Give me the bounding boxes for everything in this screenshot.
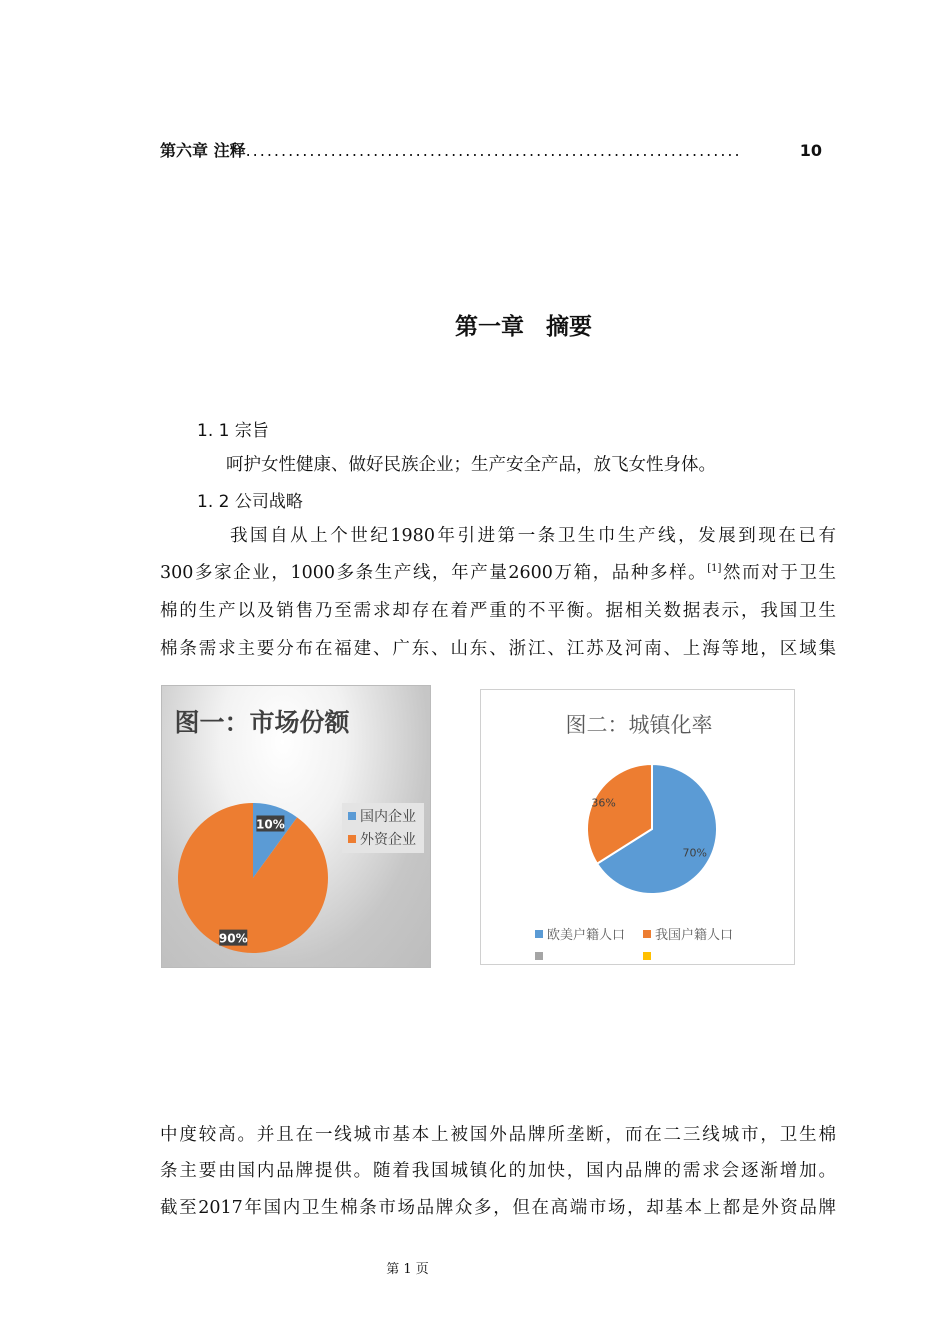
data-label: 36% [591,796,616,810]
pie-slice [178,803,328,953]
line-text: 300多家企业，1000多条生产线，年产量2600万箱，品种多样。 [160,563,708,583]
pie-chart-2 [481,690,796,966]
paragraph-line: 中度较高。并且在一线城市基本上被国外品牌所垄断，而在二三线城市，卫生棉 [160,1125,836,1145]
data-label: 70% [682,846,707,860]
page-number: 第 1 页 [386,1262,429,1277]
toc-entry[interactable] [160,138,822,161]
legend-label: 我国户籍人口 [655,928,734,943]
legend-label: 国内企业 [360,809,416,825]
section-text: 呵护女性健康、做好民族企业；生产安全产品，放飞女性身体。 [226,455,716,475]
toc-leader: ...................................................................... [245,141,742,160]
pie-chart-1 [162,686,432,969]
paragraph-line: 我国自从上个世纪1980年引进第一条卫生巾生产线，发展到现在已有 [230,526,836,546]
citation[interactable]: [1] [707,563,722,575]
paragraph-line: 棉的生产以及销售乃至需求却存在着严重的不平衡。据相关数据表示，我国卫生 [160,601,836,621]
data-label: 90% [218,931,248,946]
paragraph-line: 截至2017年国内卫生棉条市场品牌众多，但在高端市场，却基本上都是外资品牌 [160,1198,836,1218]
legend-swatch [643,952,651,960]
paragraph-line: 棉条需求主要分布在福建、广东、山东、浙江、江苏及河南、上海等地，区域集 [160,639,836,659]
toc-label: 第六章 注释 [160,141,246,160]
chart-urbanization [480,689,795,965]
section-heading: 1. 1 宗旨 [197,421,269,441]
legend-swatch [535,930,543,938]
chart-title: 图一：市场份额 [174,708,350,737]
legend-swatch [643,930,651,938]
legend-swatch [348,835,356,843]
chart-market-share [161,685,431,968]
paragraph-line: 条主要由国内品牌提供。随着我国城镇化的加快，国内品牌的需求会逐渐增加。 [160,1161,836,1181]
section-heading: 1. 2 公司战略 [197,492,303,512]
toc-page: 10 [799,141,822,160]
paragraph-line [160,559,836,584]
line-text: 然而对于卫生 [721,563,837,583]
legend-swatch [535,952,543,960]
chart-title: 图二：城镇化率 [565,713,713,737]
legend-swatch [348,812,356,820]
legend-label: 外资企业 [360,832,416,848]
chapter-title: 第一章 摘要 [454,314,592,340]
legend-label: 欧美户籍人口 [547,928,626,943]
data-label: 10% [256,817,285,832]
